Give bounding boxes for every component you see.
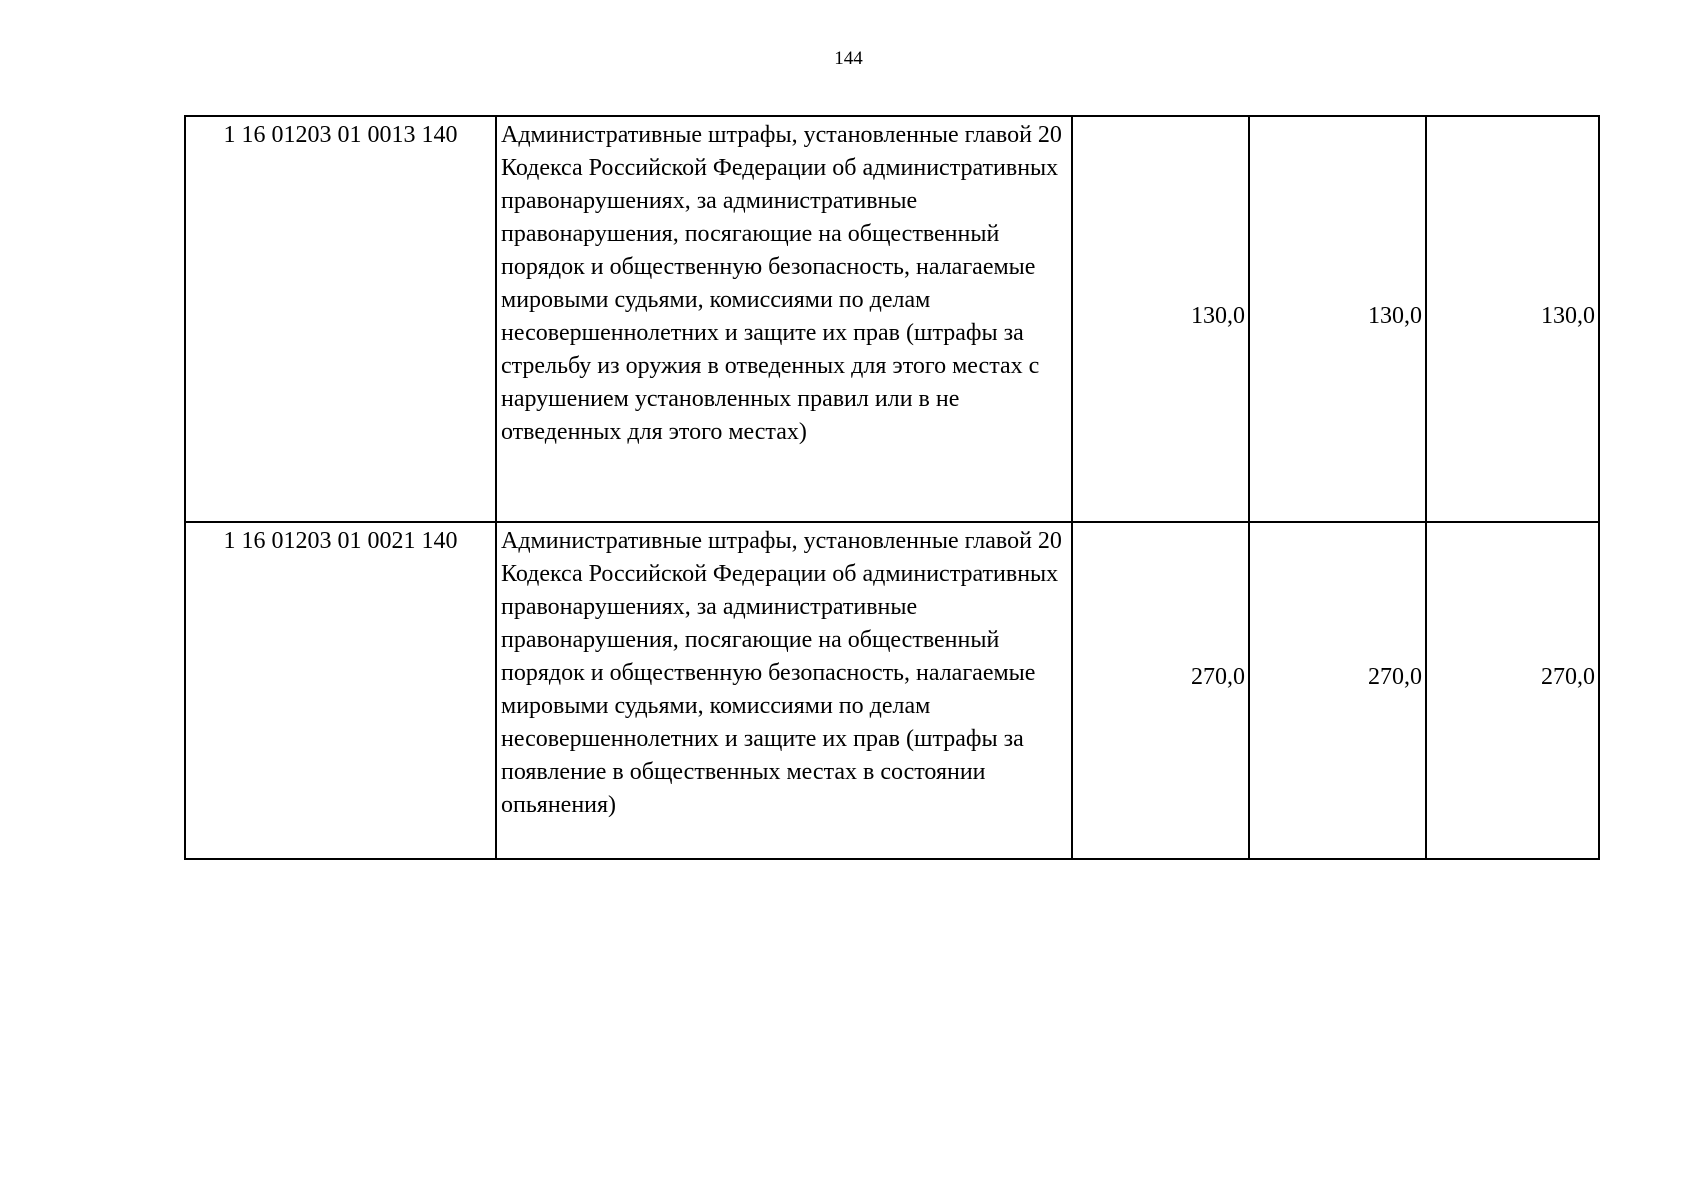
table-row <box>185 522 1599 859</box>
amount-cell-year-3: 270,0 <box>1426 522 1599 859</box>
budget-table <box>184 115 1600 860</box>
amount-cell-year-2: 130,0 <box>1249 116 1426 522</box>
amount-cell-year-3: 130,0 <box>1426 116 1599 522</box>
amount-cell-year-1: 130,0 <box>1072 116 1249 522</box>
table-row <box>185 116 1599 522</box>
budget-code-cell: 1 16 01203 01 0021 140 <box>185 522 496 859</box>
description-cell: Административные штрафы, установленные главой 20 Кодекса Российской Федерации об административных правонарушениях, за административные правонарушения, посягающие на общественный порядок и общественную безопасность, налагаемые мировыми судьями, комиссиями по делам несовершеннолетних и защите их прав (штрафы за стрельбу из оружия в отведенных для этого местах с нарушением установленных правил или в не отведенных для этого местах) <box>496 116 1072 522</box>
budget-code-cell: 1 16 01203 01 0013 140 <box>185 116 496 522</box>
page-number: 144 <box>834 48 863 69</box>
description-cell: Административные штрафы, установленные главой 20 Кодекса Российской Федерации об административных правонарушениях, за административные правонарушения, посягающие на общественный порядок и общественную безопасность, налагаемые мировыми судьями, комиссиями по делам несовершеннолетних и защите их прав (штрафы за появление в общественных местах в состоянии опьянения) <box>496 522 1072 859</box>
amount-cell-year-1: 270,0 <box>1072 522 1249 859</box>
amount-cell-year-2: 270,0 <box>1249 522 1426 859</box>
